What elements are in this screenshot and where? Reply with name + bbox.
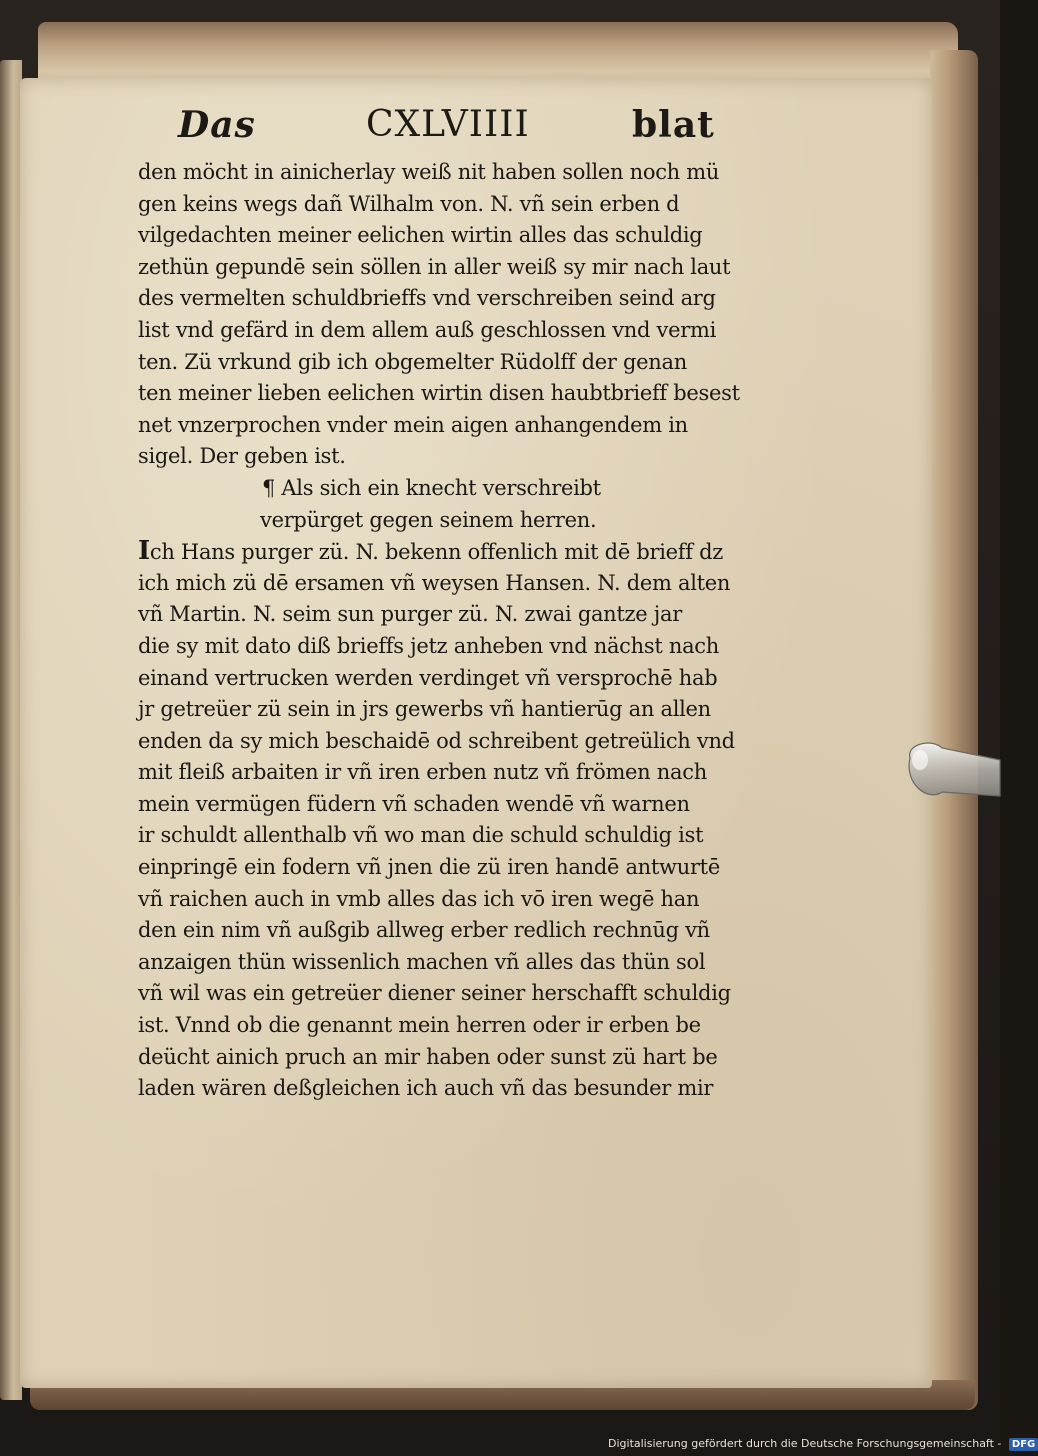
body-line: Ich Hans purger zü. N. bekenn offenlich mit dē brieff dz <box>138 536 723 567</box>
text-line: ten meiner lieben eelichen wirtin disen haubtbrieff besest <box>138 381 740 406</box>
text-line: vilgedachten meiner eelichen wirtin alles das schuldig <box>138 223 703 248</box>
page-header <box>178 104 718 154</box>
section-heading: verpürget gegen seinem herren. <box>260 507 597 532</box>
body-line: enden da sy mich beschaidē od schreibent getreülich vnd <box>138 728 735 753</box>
body-line: vñ Martin. N. seim sun purger zü. N. zwai gantze jar <box>138 602 682 627</box>
body-line: einpringē ein fodern vñ jnen die zü iren handē antwurtē <box>138 855 720 880</box>
binding-spine <box>0 60 22 1400</box>
body-line: den ein nim vñ außgib allweg erber redlich rechnūg vñ <box>138 918 710 943</box>
body-line: vñ wil was ein getreüer diener seiner herschafft schuldig <box>138 981 731 1006</box>
section-heading: ¶ Als sich ein knecht verschreibt <box>262 475 601 500</box>
body-line: vñ raichen auch in vmb alles das ich vō iren wegē han <box>138 886 700 911</box>
body-line: ist. Vnnd ob die genannt mein herren oder ir erben be <box>138 1013 701 1038</box>
text-line: zethün gepundē sein söllen in aller weiß sy mir nach laut <box>138 254 731 279</box>
text-line: sigel. Der geben ist. <box>138 444 346 469</box>
body-line: mein vermügen füdern vñ schaden wendē vñ warnen <box>138 791 690 816</box>
text-line: des vermelten schuldbrieffs vnd verschreiben seind arg <box>138 286 716 311</box>
dfg-logo: DFG <box>1009 1438 1038 1451</box>
folio-number: CXLVIIII <box>366 104 530 145</box>
body-line: anzaigen thün wissenlich machen vñ alles das thün sol <box>138 949 706 974</box>
text-line: net vnzerprochen vnder mein aigen anhangendem in <box>138 412 688 437</box>
body-line: jr getreüer zü sein in jrs gewerbs vñ hantierūg an allen <box>138 697 711 722</box>
body-line: mit fleiß arbaiten ir vñ iren erben nutz vñ frömen nach <box>138 760 707 785</box>
body-line: die sy mit dato diß brieffs jetz anheben vnd nächst nach <box>138 633 719 658</box>
credit-text: Digitalisierung gefördert durch die Deutsche Forschungsgemeinschaft - <box>608 1437 1002 1450</box>
text-line: gen keins wegs dañ Wilhalm von. N. vñ sein erben d <box>138 191 680 216</box>
text-line: list vnd gefärd in dem allem auß geschlossen vnd vermi <box>138 317 716 342</box>
body-line: ir schuldt allenthalb vñ wo man die schuld schuldig ist <box>138 823 704 848</box>
body-line: deücht ainich pruch an mir haben oder sunst zü hart be <box>138 1044 718 1069</box>
digitization-credit <box>608 1434 1036 1454</box>
header-right: blat <box>632 104 715 146</box>
page-edges-right <box>930 50 978 1410</box>
header-left: Das <box>178 104 256 146</box>
body-line: einand vertrucken werden verdinget vñ versprochē hab <box>138 665 718 690</box>
text-line: ten. Zü vrkund gib ich obgemelter Rüdolff der genan <box>138 349 687 374</box>
body-line: laden wären deßgleichen ich auch vñ das besunder mir <box>138 1076 714 1101</box>
page-clip-icon <box>902 738 1000 806</box>
body-line: ich mich zü dē ersamen vñ weysen Hansen. N. dem alten <box>138 570 731 595</box>
text-block <box>138 157 778 1105</box>
text-line: den möcht in ainicherlay weiß nit haben sollen noch mü <box>138 160 720 184</box>
